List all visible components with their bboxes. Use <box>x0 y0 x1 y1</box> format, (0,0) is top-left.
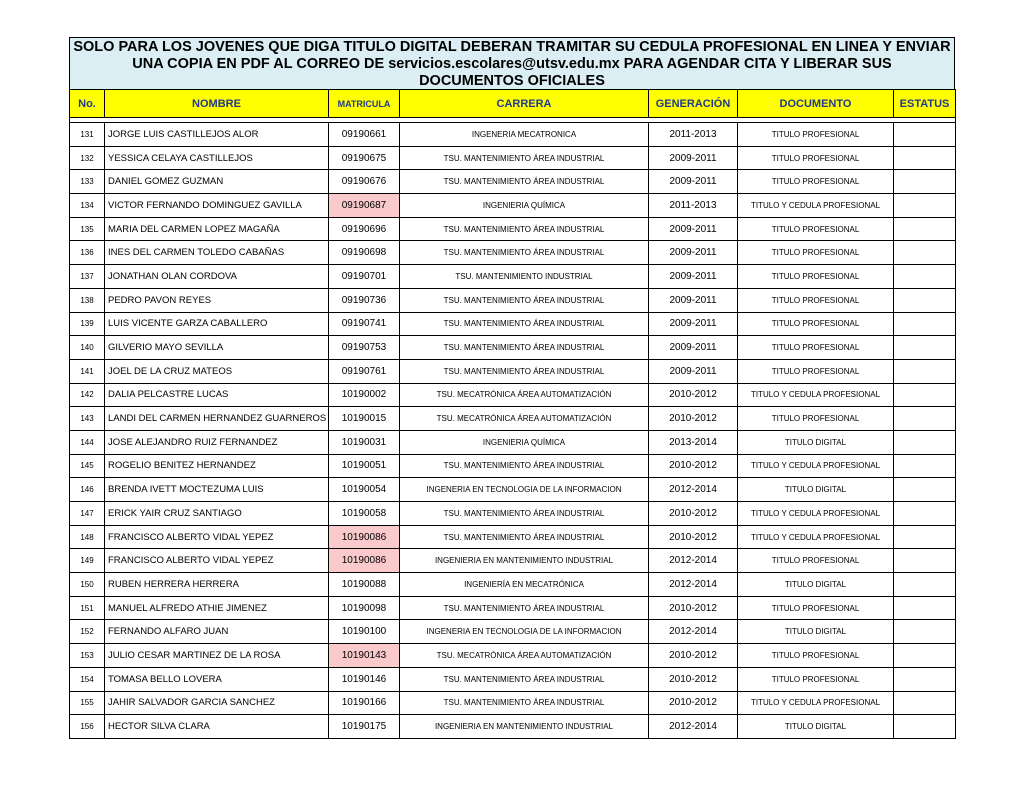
document-type-cell: TITULO Y CEDULA PROFESIONAL <box>738 691 894 715</box>
career-cell: TSU. MANTENIMIENTO ÁREA INDUSTRIAL <box>400 146 649 170</box>
table-row <box>70 691 956 715</box>
generation-cell: 2010-2012 <box>649 644 738 668</box>
career-cell: INGENERIA MECATRONICA <box>400 123 649 147</box>
career-cell: TSU. MANTENIMIENTO ÁREA INDUSTRIAL <box>400 596 649 620</box>
student-name-cell: GILVERIO MAYO SEVILLA <box>105 336 329 360</box>
status-cell <box>894 194 956 218</box>
row-number-cell: 152 <box>70 620 105 644</box>
notice-line-2: UNA COPIA EN PDF AL CORREO DE servicios.escolares@utsv.edu.mx PARA AGENDAR CITA Y LIBERAR SUS <box>132 56 892 72</box>
student-id-cell: 10190088 <box>329 573 400 597</box>
student-name-cell: FRANCISCO ALBERTO VIDAL YEPEZ <box>105 525 329 549</box>
table-row <box>70 288 956 312</box>
header-documento: DOCUMENTO <box>738 90 894 118</box>
generation-cell: 2010-2012 <box>649 667 738 691</box>
status-cell <box>894 620 956 644</box>
document-type-cell: TITULO PROFESIONAL <box>738 312 894 336</box>
student-id-cell: 10190166 <box>329 691 400 715</box>
row-number-cell: 142 <box>70 383 105 407</box>
table-row <box>70 359 956 383</box>
row-number-cell: 138 <box>70 288 105 312</box>
career-cell: TSU. MANTENIMIENTO ÁREA INDUSTRIAL <box>400 217 649 241</box>
student-id-cell: 09190761 <box>329 359 400 383</box>
student-name-cell: LANDI DEL CARMEN HERNANDEZ GUARNEROS <box>105 407 329 431</box>
status-cell <box>894 407 956 431</box>
table-row <box>70 620 956 644</box>
status-cell <box>894 359 956 383</box>
generation-cell: 2009-2011 <box>649 265 738 289</box>
status-cell <box>894 217 956 241</box>
status-cell <box>894 549 956 573</box>
row-number-cell: 154 <box>70 667 105 691</box>
student-name-cell: FRANCISCO ALBERTO VIDAL YEPEZ <box>105 549 329 573</box>
student-id-cell: 10190098 <box>329 596 400 620</box>
header-nombre: NOMBRE <box>105 90 329 118</box>
student-name-cell: ERICK YAIR CRUZ SANTIAGO <box>105 502 329 526</box>
student-name-cell: HECTOR SILVA CLARA <box>105 715 329 739</box>
student-id-cell: 09190736 <box>329 288 400 312</box>
document-type-cell: TITULO DIGITAL <box>738 620 894 644</box>
status-cell <box>894 288 956 312</box>
row-number-cell: 134 <box>70 194 105 218</box>
student-name-cell: MANUEL ALFREDO ATHIE JIMENEZ <box>105 596 329 620</box>
generation-cell: 2009-2011 <box>649 217 738 241</box>
students-table <box>69 89 956 739</box>
generation-cell: 2010-2012 <box>649 596 738 620</box>
status-cell <box>894 312 956 336</box>
generation-cell: 2010-2012 <box>649 454 738 478</box>
table-row <box>70 454 956 478</box>
student-name-cell: JOSE ALEJANDRO RUIZ FERNANDEZ <box>105 430 329 454</box>
generation-cell: 2009-2011 <box>649 288 738 312</box>
table-row <box>70 170 956 194</box>
table-row <box>70 502 956 526</box>
student-name-cell: BRENDA IVETT MOCTEZUMA LUIS <box>105 478 329 502</box>
student-id-cell: 10190015 <box>329 407 400 431</box>
generation-cell: 2012-2014 <box>649 549 738 573</box>
student-id-cell: 10190031 <box>329 430 400 454</box>
generation-cell: 2011-2013 <box>649 123 738 147</box>
table-body <box>70 118 956 739</box>
row-number-cell: 150 <box>70 573 105 597</box>
generation-cell: 2009-2011 <box>649 336 738 360</box>
table-row <box>70 146 956 170</box>
generation-cell: 2009-2011 <box>649 241 738 265</box>
career-cell: TSU. MANTENIMIENTO ÁREA INDUSTRIAL <box>400 667 649 691</box>
student-id-cell: 10190086 <box>329 549 400 573</box>
document-type-cell: TITULO PROFESIONAL <box>738 596 894 620</box>
header-generacion: GENERACIÓN <box>649 90 738 118</box>
career-cell: INGENIERIA EN MANTENIMIENTO INDUSTRIAL <box>400 715 649 739</box>
generation-cell: 2010-2012 <box>649 691 738 715</box>
document-type-cell: TITULO Y CEDULA PROFESIONAL <box>738 383 894 407</box>
table-row <box>70 123 956 147</box>
document-type-cell: TITULO PROFESIONAL <box>738 359 894 383</box>
student-name-cell: RUBEN HERRERA HERRERA <box>105 573 329 597</box>
student-name-cell: TOMASA BELLO LOVERA <box>105 667 329 691</box>
generation-cell: 2012-2014 <box>649 573 738 597</box>
notice-line-3: DOCUMENTOS OFICIALES <box>419 73 605 89</box>
career-cell: TSU. MANTENIMIENTO ÁREA INDUSTRIAL <box>400 336 649 360</box>
row-number-cell: 151 <box>70 596 105 620</box>
status-cell <box>894 667 956 691</box>
status-cell <box>894 644 956 668</box>
document-type-cell: TITULO Y CEDULA PROFESIONAL <box>738 502 894 526</box>
career-cell: INGENIERÍA EN MECATRÓNICA <box>400 573 649 597</box>
generation-cell: 2011-2013 <box>649 194 738 218</box>
student-id-cell: 10190175 <box>329 715 400 739</box>
generation-cell: 2010-2012 <box>649 502 738 526</box>
generation-cell: 2012-2014 <box>649 620 738 644</box>
table-row <box>70 525 956 549</box>
career-cell: TSU. MANTENIMIENTO ÁREA INDUSTRIAL <box>400 241 649 265</box>
table-row <box>70 573 956 597</box>
status-cell <box>894 454 956 478</box>
generation-cell: 2009-2011 <box>649 170 738 194</box>
career-cell: TSU. MANTENIMIENTO INDUSTRIAL <box>400 265 649 289</box>
student-name-cell: PEDRO PAVON REYES <box>105 288 329 312</box>
notice-line-1: SOLO PARA LOS JOVENES QUE DIGA TITULO DIGITAL DEBERAN TRAMITAR SU CEDULA PROFESIONAL EN LINEA Y ENVIAR <box>73 39 951 55</box>
table-row <box>70 430 956 454</box>
notice-banner <box>69 37 955 89</box>
table-header-row <box>70 90 956 118</box>
document-type-cell: TITULO DIGITAL <box>738 573 894 597</box>
header-no: No. <box>70 90 105 118</box>
table-row <box>70 667 956 691</box>
document-sheet <box>69 37 955 739</box>
table-row <box>70 549 956 573</box>
generation-cell: 2012-2014 <box>649 478 738 502</box>
row-number-cell: 141 <box>70 359 105 383</box>
row-number-cell: 155 <box>70 691 105 715</box>
document-type-cell: TITULO DIGITAL <box>738 430 894 454</box>
row-number-cell: 156 <box>70 715 105 739</box>
career-cell: INGENIERIA QUÍMICA <box>400 430 649 454</box>
student-id-cell: 10190146 <box>329 667 400 691</box>
status-cell <box>894 146 956 170</box>
student-id-cell: 10190086 <box>329 525 400 549</box>
student-id-cell: 09190701 <box>329 265 400 289</box>
career-cell: TSU. MANTENIMIENTO ÁREA INDUSTRIAL <box>400 170 649 194</box>
generation-cell: 2013-2014 <box>649 430 738 454</box>
career-cell: TSU. MANTENIMIENTO ÁREA INDUSTRIAL <box>400 502 649 526</box>
generation-cell: 2009-2011 <box>649 312 738 336</box>
status-cell <box>894 430 956 454</box>
header-estatus: ESTATUS <box>894 90 956 118</box>
row-number-cell: 137 <box>70 265 105 289</box>
document-type-cell: TITULO DIGITAL <box>738 715 894 739</box>
student-id-cell: 09190696 <box>329 217 400 241</box>
status-cell <box>894 596 956 620</box>
row-number-cell: 153 <box>70 644 105 668</box>
career-cell: TSU. MECATRÓNICA ÁREA AUTOMATIZACIÓN <box>400 383 649 407</box>
table-row <box>70 336 956 360</box>
row-number-cell: 149 <box>70 549 105 573</box>
student-name-cell: FERNANDO ALFARO JUAN <box>105 620 329 644</box>
status-cell <box>894 691 956 715</box>
document-type-cell: TITULO PROFESIONAL <box>738 217 894 241</box>
table-row <box>70 241 956 265</box>
career-cell: TSU. MANTENIMIENTO ÁREA INDUSTRIAL <box>400 525 649 549</box>
table-row <box>70 596 956 620</box>
student-name-cell: JAHIR SALVADOR GARCIA SANCHEZ <box>105 691 329 715</box>
student-name-cell: INES DEL CARMEN TOLEDO CABAÑAS <box>105 241 329 265</box>
document-type-cell: TITULO PROFESIONAL <box>738 336 894 360</box>
header-carrera: CARRERA <box>400 90 649 118</box>
row-number-cell: 135 <box>70 217 105 241</box>
row-number-cell: 139 <box>70 312 105 336</box>
status-cell <box>894 170 956 194</box>
student-name-cell: MARIA DEL CARMEN LOPEZ MAGAÑA <box>105 217 329 241</box>
document-type-cell: TITULO PROFESIONAL <box>738 265 894 289</box>
student-name-cell: DALIA PELCASTRE LUCAS <box>105 383 329 407</box>
row-number-cell: 131 <box>70 123 105 147</box>
career-cell: INGENIERIA QUÍMICA <box>400 194 649 218</box>
row-number-cell: 145 <box>70 454 105 478</box>
student-id-cell: 09190661 <box>329 123 400 147</box>
status-cell <box>894 123 956 147</box>
student-name-cell: ROGELIO BENITEZ HERNANDEZ <box>105 454 329 478</box>
row-number-cell: 132 <box>70 146 105 170</box>
table-row <box>70 383 956 407</box>
row-number-cell: 136 <box>70 241 105 265</box>
generation-cell: 2009-2011 <box>649 146 738 170</box>
table-row <box>70 644 956 668</box>
table-row <box>70 312 956 336</box>
status-cell <box>894 241 956 265</box>
generation-cell: 2009-2011 <box>649 359 738 383</box>
career-cell: TSU. MECATRÓNICA ÁREA AUTOMATIZACIÓN <box>400 644 649 668</box>
generation-cell: 2010-2012 <box>649 525 738 549</box>
career-cell: TSU. MECATRÓNICA ÁREA AUTOMATIZACIÓN <box>400 407 649 431</box>
table-row <box>70 194 956 218</box>
student-name-cell: JONATHAN OLAN CORDOVA <box>105 265 329 289</box>
document-type-cell: TITULO Y CEDULA PROFESIONAL <box>738 454 894 478</box>
career-cell: TSU. MANTENIMIENTO ÁREA INDUSTRIAL <box>400 359 649 383</box>
student-id-cell: 10190054 <box>329 478 400 502</box>
generation-cell: 2010-2012 <box>649 407 738 431</box>
status-cell <box>894 478 956 502</box>
career-cell: TSU. MANTENIMIENTO ÁREA INDUSTRIAL <box>400 312 649 336</box>
row-number-cell: 146 <box>70 478 105 502</box>
document-type-cell: TITULO PROFESIONAL <box>738 241 894 265</box>
career-cell: INGENERIA EN TECNOLOGIA DE LA INFORMACION <box>400 478 649 502</box>
career-cell: TSU. MANTENIMIENTO ÁREA INDUSTRIAL <box>400 691 649 715</box>
student-id-cell: 09190741 <box>329 312 400 336</box>
row-number-cell: 144 <box>70 430 105 454</box>
document-type-cell: TITULO PROFESIONAL <box>738 644 894 668</box>
status-cell <box>894 525 956 549</box>
document-type-cell: TITULO PROFESIONAL <box>738 170 894 194</box>
table-row <box>70 715 956 739</box>
table-row <box>70 478 956 502</box>
career-cell: TSU. MANTENIMIENTO ÁREA INDUSTRIAL <box>400 288 649 312</box>
row-number-cell: 147 <box>70 502 105 526</box>
table-row <box>70 265 956 289</box>
student-id-cell: 10190051 <box>329 454 400 478</box>
table-row <box>70 407 956 431</box>
row-number-cell: 143 <box>70 407 105 431</box>
generation-cell: 2012-2014 <box>649 715 738 739</box>
generation-cell: 2010-2012 <box>649 383 738 407</box>
table-row <box>70 217 956 241</box>
status-cell <box>894 502 956 526</box>
student-name-cell: JOEL DE LA CRUZ MATEOS <box>105 359 329 383</box>
document-type-cell: TITULO Y CEDULA PROFESIONAL <box>738 194 894 218</box>
row-number-cell: 148 <box>70 525 105 549</box>
student-name-cell: DANIEL GOMEZ GUZMAN <box>105 170 329 194</box>
student-id-cell: 10190002 <box>329 383 400 407</box>
student-id-cell: 09190676 <box>329 170 400 194</box>
student-name-cell: JULIO CESAR MARTINEZ DE LA ROSA <box>105 644 329 668</box>
student-id-cell: 10190143 <box>329 644 400 668</box>
career-cell: INGENERIA EN TECNOLOGIA DE LA INFORMACION <box>400 620 649 644</box>
student-name-cell: LUIS VICENTE GARZA CABALLERO <box>105 312 329 336</box>
document-type-cell: TITULO PROFESIONAL <box>738 288 894 312</box>
status-cell <box>894 265 956 289</box>
student-id-cell: 09190687 <box>329 194 400 218</box>
student-id-cell: 10190100 <box>329 620 400 644</box>
student-id-cell: 09190698 <box>329 241 400 265</box>
student-id-cell: 10190058 <box>329 502 400 526</box>
document-type-cell: TITULO PROFESIONAL <box>738 667 894 691</box>
document-type-cell: TITULO Y CEDULA PROFESIONAL <box>738 525 894 549</box>
student-id-cell: 09190675 <box>329 146 400 170</box>
student-name-cell: YESSICA CELAYA CASTILLEJOS <box>105 146 329 170</box>
student-name-cell: JORGE LUIS CASTILLEJOS ALOR <box>105 123 329 147</box>
student-id-cell: 09190753 <box>329 336 400 360</box>
document-type-cell: TITULO PROFESIONAL <box>738 549 894 573</box>
status-cell <box>894 573 956 597</box>
status-cell <box>894 336 956 360</box>
document-type-cell: TITULO PROFESIONAL <box>738 146 894 170</box>
status-cell <box>894 715 956 739</box>
career-cell: TSU. MANTENIMIENTO ÁREA INDUSTRIAL <box>400 454 649 478</box>
document-type-cell: TITULO DIGITAL <box>738 478 894 502</box>
student-name-cell: VICTOR FERNANDO DOMINGUEZ GAVILLA <box>105 194 329 218</box>
header-matricula: MATRICULA <box>329 90 400 118</box>
row-number-cell: 140 <box>70 336 105 360</box>
career-cell: INGENIERIA EN MANTENIMIENTO INDUSTRIAL <box>400 549 649 573</box>
status-cell <box>894 383 956 407</box>
document-type-cell: TITULO PROFESIONAL <box>738 407 894 431</box>
document-type-cell: TITULO PROFESIONAL <box>738 123 894 147</box>
row-number-cell: 133 <box>70 170 105 194</box>
